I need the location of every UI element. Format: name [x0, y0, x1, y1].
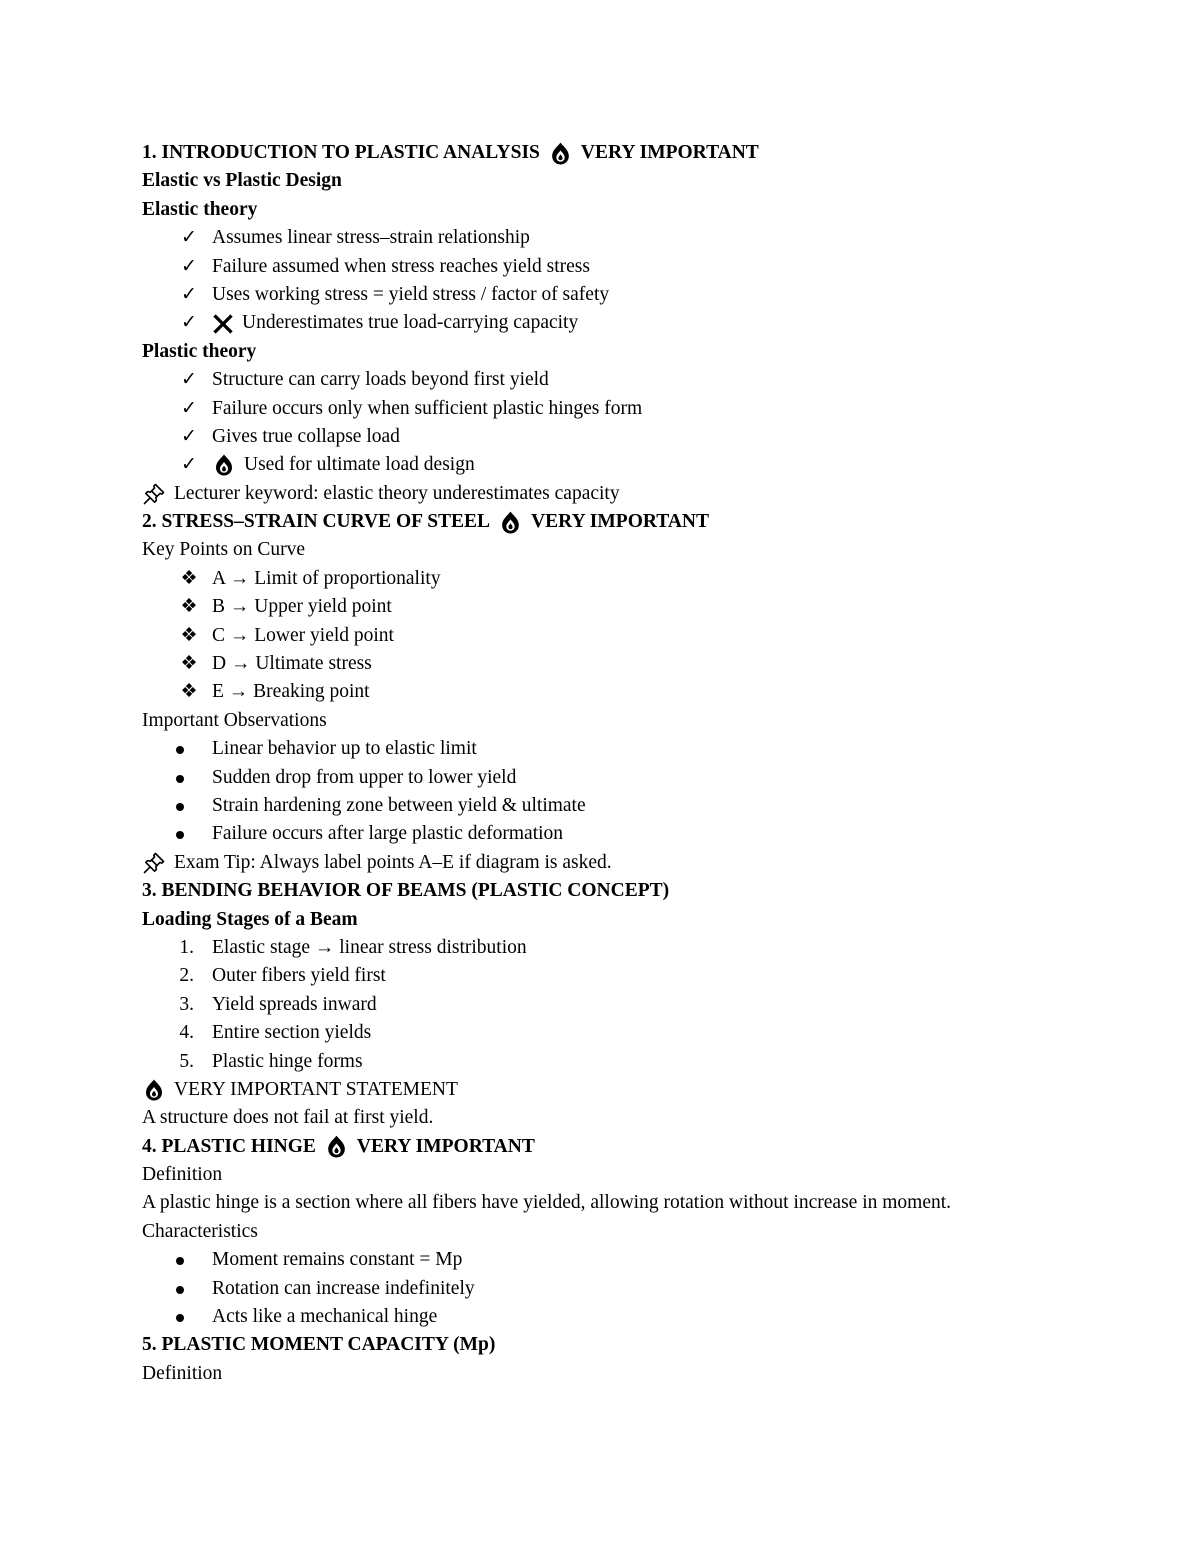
list-item: Moment remains constant = Mp	[142, 1246, 1142, 1274]
section-2-title	[142, 508, 1142, 536]
list-number: 3.	[179, 993, 194, 1015]
characteristics-heading: Characteristics	[142, 1220, 258, 1242]
diamond-bullet-icon: ❖	[180, 653, 198, 675]
bullet-icon	[176, 803, 184, 811]
list-item: 3. Yield spreads inward	[142, 991, 1142, 1019]
list-item: 4. Entire section yields	[142, 1019, 1142, 1047]
fire-drop-icon	[142, 1078, 166, 1102]
list-item: ✓ Underestimates true load-carrying capacity	[142, 309, 1142, 337]
diamond-bullet-icon: ❖	[180, 567, 198, 589]
list-item: ✓ Gives true collapse load	[142, 423, 1142, 451]
important-statement-heading: VERY IMPORTANT STATEMENT	[142, 1076, 1142, 1104]
section-5-title: 5. PLASTIC MOMENT CAPACITY (Mp)	[142, 1334, 496, 1356]
list-number: 5.	[179, 1050, 194, 1072]
observations-heading: Important Observations	[142, 709, 327, 731]
list-item: 2. Outer fibers yield first	[142, 962, 1142, 990]
diamond-bullet-icon: ❖	[180, 681, 198, 703]
list-number: 1.	[179, 936, 194, 958]
check-icon: ✓	[181, 255, 197, 277]
check-icon: ✓	[181, 227, 197, 249]
bullet-icon	[176, 1314, 184, 1322]
list-number: 4.	[179, 1022, 194, 1044]
plastic-theory-heading: Plastic theory	[142, 340, 257, 362]
section-3-title: 3. BENDING BEHAVIOR OF BEAMS (PLASTIC CONCEPT)	[142, 880, 670, 902]
list-item: ✓ Structure can carry loads beyond first yield	[142, 366, 1142, 394]
list-item: ❖ B → Upper yield point	[142, 593, 1142, 621]
diamond-bullet-icon: ❖	[180, 596, 198, 618]
pushpin-icon	[142, 851, 166, 875]
important-statement: A structure does not fail at first yield.	[142, 1107, 434, 1129]
document-page	[142, 139, 1142, 1388]
definition-text: A plastic hinge is a section where all fibers have yielded, allowing rotation without increase in moment.	[142, 1192, 952, 1214]
list-item: ✓ Failure occurs only when sufficient plastic hinges form	[142, 395, 1142, 423]
check-icon: ✓	[181, 312, 197, 334]
list-item: ❖ E → Breaking point	[142, 678, 1142, 706]
section-1-importance: VERY IMPORTANT	[580, 142, 759, 163]
list-item: ✓ Failure assumed when stress reaches yield stress	[142, 253, 1142, 281]
section-4-importance: VERY IMPORTANT	[356, 1135, 535, 1157]
list-item: Sudden drop from upper to lower yield	[142, 764, 1142, 792]
list-item: ✓ Used for ultimate load design	[142, 451, 1142, 479]
lecturer-keyword-note: Lecturer keyword: elastic theory underestimates capacity	[142, 480, 1142, 508]
exam-tip-note: Exam Tip: Always label points A–E if diagram is asked.	[142, 849, 1142, 877]
fire-drop-icon	[212, 453, 236, 477]
bullet-icon	[176, 746, 184, 754]
cross-mark-icon	[212, 313, 234, 335]
check-icon: ✓	[181, 397, 197, 419]
list-item: ✓ Assumes linear stress–strain relationship	[142, 224, 1142, 252]
fire-drop-icon	[324, 1134, 349, 1159]
loading-stages-heading: Loading Stages of a Beam	[142, 908, 358, 930]
bullet-icon	[176, 775, 184, 783]
list-item: ❖ A → Limit of proportionality	[142, 565, 1142, 593]
definition-heading: Definition	[142, 1164, 223, 1186]
check-icon: ✓	[181, 283, 197, 305]
list-item: Failure occurs after large plastic deformation	[142, 820, 1142, 848]
fire-drop-icon	[498, 510, 523, 535]
list-item: ❖ C → Lower yield point	[142, 622, 1142, 650]
section-1-subtitle: Elastic vs Plastic Design	[142, 170, 342, 192]
key-points-heading: Key Points on Curve	[142, 539, 306, 561]
list-item: Linear behavior up to elastic limit	[142, 735, 1142, 763]
check-icon: ✓	[181, 425, 197, 447]
section-1-title-text: 1. INTRODUCTION TO PLASTIC ANALYSIS	[142, 142, 540, 163]
section-1-title	[142, 139, 1142, 167]
check-icon: ✓	[181, 369, 197, 391]
section-4-title	[142, 1133, 1142, 1161]
bullet-icon	[176, 831, 184, 839]
list-item: ✓ Uses working stress = yield stress / factor of safety	[142, 281, 1142, 309]
definition-heading: Definition	[142, 1362, 223, 1384]
section-2-importance: VERY IMPORTANT	[531, 511, 709, 533]
section-2-title-text: 2. STRESS–STRAIN CURVE OF STEEL	[142, 511, 491, 533]
section-4-title-text: 4. PLASTIC HINGE	[142, 1135, 316, 1157]
list-item: 5. Plastic hinge forms	[142, 1048, 1142, 1076]
diamond-bullet-icon: ❖	[180, 624, 198, 646]
check-icon: ✓	[181, 454, 197, 476]
bullet-icon	[176, 1286, 184, 1294]
list-item: Acts like a mechanical hinge	[142, 1303, 1142, 1331]
bullet-icon	[176, 1257, 184, 1265]
list-item: Rotation can increase indefinitely	[142, 1275, 1142, 1303]
list-item: ❖ D → Ultimate stress	[142, 650, 1142, 678]
pushpin-icon	[142, 482, 166, 506]
elastic-theory-heading: Elastic theory	[142, 198, 258, 220]
list-number: 2.	[179, 965, 194, 987]
fire-drop-icon	[548, 141, 573, 166]
list-item: Strain hardening zone between yield & ultimate	[142, 792, 1142, 820]
list-item: 1. Elastic stage → linear stress distribution	[142, 934, 1142, 962]
